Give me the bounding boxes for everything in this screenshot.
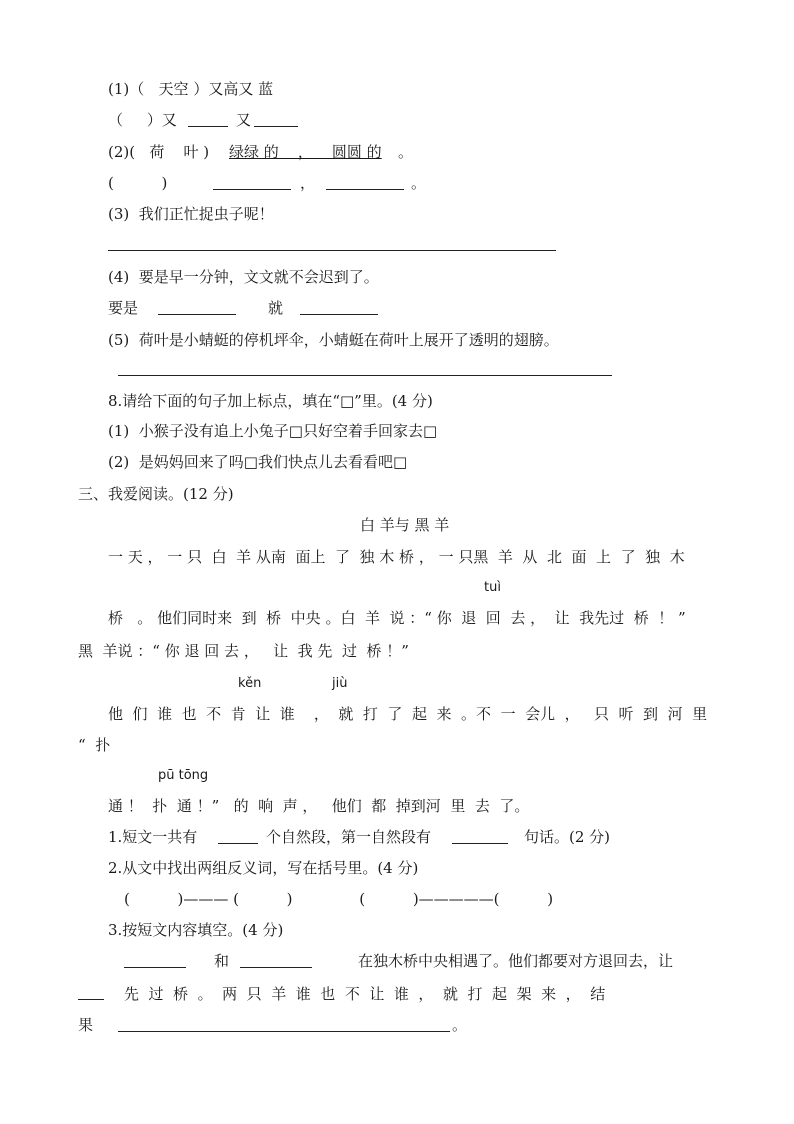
q7-item4-line2-b: 就 (268, 299, 284, 317)
q7-item1-line2-b: 又 (236, 111, 252, 129)
q7-item3-answer-line[interactable] (108, 250, 556, 251)
reading-q3-line3-a: 果 (78, 1016, 94, 1034)
q7-item4-blank-1[interactable] (158, 314, 236, 315)
reading-q1-b: 个自然段，第一自然段有 (266, 828, 432, 846)
reading-q3-blank-4[interactable] (118, 1031, 450, 1032)
q7-item5-answer-line[interactable] (118, 375, 612, 376)
q7-item2-blank-1[interactable] (213, 189, 291, 190)
q7-item5: (5) 荷叶是小蜻蜓的停机坪伞，小蜻蜓在荷叶上展开了透明的翅膀。 (108, 331, 559, 349)
story-line-4: 他 们 谁 也 不 肯 让 谁 ， 就 打 了 起 来 。不 一 会儿 ， 只 听 到 河 里 (108, 705, 708, 723)
q7-item2-line2-c: 。 (411, 174, 427, 192)
q7-item3: (3) 我们正忙捉虫子呢！ (108, 205, 274, 223)
q7-item2-line2-b: ， (300, 174, 316, 192)
q7-item2-line1-b: 绿绿 的 ， 圆圆 的 (229, 143, 382, 161)
pinyin-pu-tong: pū tōng (158, 768, 209, 783)
reading-q3-blank-2[interactable] (240, 967, 312, 968)
section3-heading: 三、我爱阅读。(12 分) (78, 485, 234, 503)
q7-item2-blank-2[interactable] (326, 189, 404, 190)
story-line-2: 桥 。 他们同时来 到 桥 中央 。白 羊 说 ：“ 你 退 回 去 ， 让 我先过 桥 ！ ” (108, 609, 686, 627)
q8-title: 8.请给下面的句子加上标点，填在“□”里。(4 分) (108, 392, 433, 410)
q7-item4-blank-2[interactable] (300, 314, 378, 315)
reading-q3: 3.按短文内容填空。(4 分) (108, 921, 284, 939)
q8-item2: (2) 是妈妈回来了吗□我们快点儿去看看吧□ (108, 453, 408, 471)
q7-item2-line2-a: ( ) (108, 174, 168, 192)
story-line-6: 通 ！ 扑 通 ！” 的 响 声 ， 他们 都 掉到河 里 去 了。 (108, 797, 530, 815)
q7-item1-blank-2[interactable] (254, 126, 298, 127)
q7-item2-line1-a: (2)( 荷 叶 ) (108, 143, 210, 161)
story-title: 白 羊与 黑 羊 (360, 516, 450, 534)
q7-item1-blank-1[interactable] (188, 126, 228, 127)
q7-item1-line2-a: （ ）又 (108, 111, 177, 129)
pinyin-jiu: jiù (332, 676, 348, 691)
reading-q3-rest: 在独木桥中央相遇了。他们都要对方退回去，让 (358, 952, 674, 970)
reading-q2: 2.从文中找出两组反义词，写在括号里。(4 分) (108, 859, 419, 877)
reading-q1-blank-1[interactable] (218, 843, 258, 844)
q7-item4-line2-a: 要是 (108, 299, 139, 317)
reading-q2-blanks[interactable]: ( )——— ( ) ( )—————( ) (124, 890, 554, 908)
reading-q3-and: 和 (214, 952, 230, 970)
reading-q3-line3-b: 。 (452, 1016, 468, 1034)
reading-q1-blank-2[interactable] (452, 843, 508, 844)
q7-item1-line1: (1)（ 天空 ）又高又 蓝 (108, 80, 274, 98)
pinyin-tui: tuì (484, 580, 501, 595)
reading-q1-a: 1.短文一共有 (108, 828, 198, 846)
story-line-5: “ 扑 (78, 736, 111, 754)
pinyin-ken: kěn (238, 676, 262, 691)
q7-item4: (4) 要是早一分钟，文文就不会迟到了。 (108, 268, 379, 286)
reading-q3-blank-3[interactable] (78, 999, 104, 1000)
q8-item1: (1) 小猴子没有追上小兔子□只好空着手回家去□ (108, 422, 438, 440)
reading-q1-c: 句话。(2 分) (524, 828, 611, 846)
reading-q3-blank-1[interactable] (124, 967, 186, 968)
story-line-3: 黑 羊说 ：“ 你 退 回 去 ， 让 我 先 过 桥 ！” (78, 642, 409, 660)
story-line-1: 一 天 ， 一 只 白 羊 从南 面上 了 独 木 桥 ， 一 只黑 羊 从 北 面 上 了 独 木 (108, 548, 685, 566)
q7-item2-line1-c: 。 (398, 143, 414, 161)
reading-q3-line2: 先 过 桥 。 两 只 羊 谁 也 不 让 谁 ， 就 打 起 架 来 ， 结 (124, 985, 606, 1003)
